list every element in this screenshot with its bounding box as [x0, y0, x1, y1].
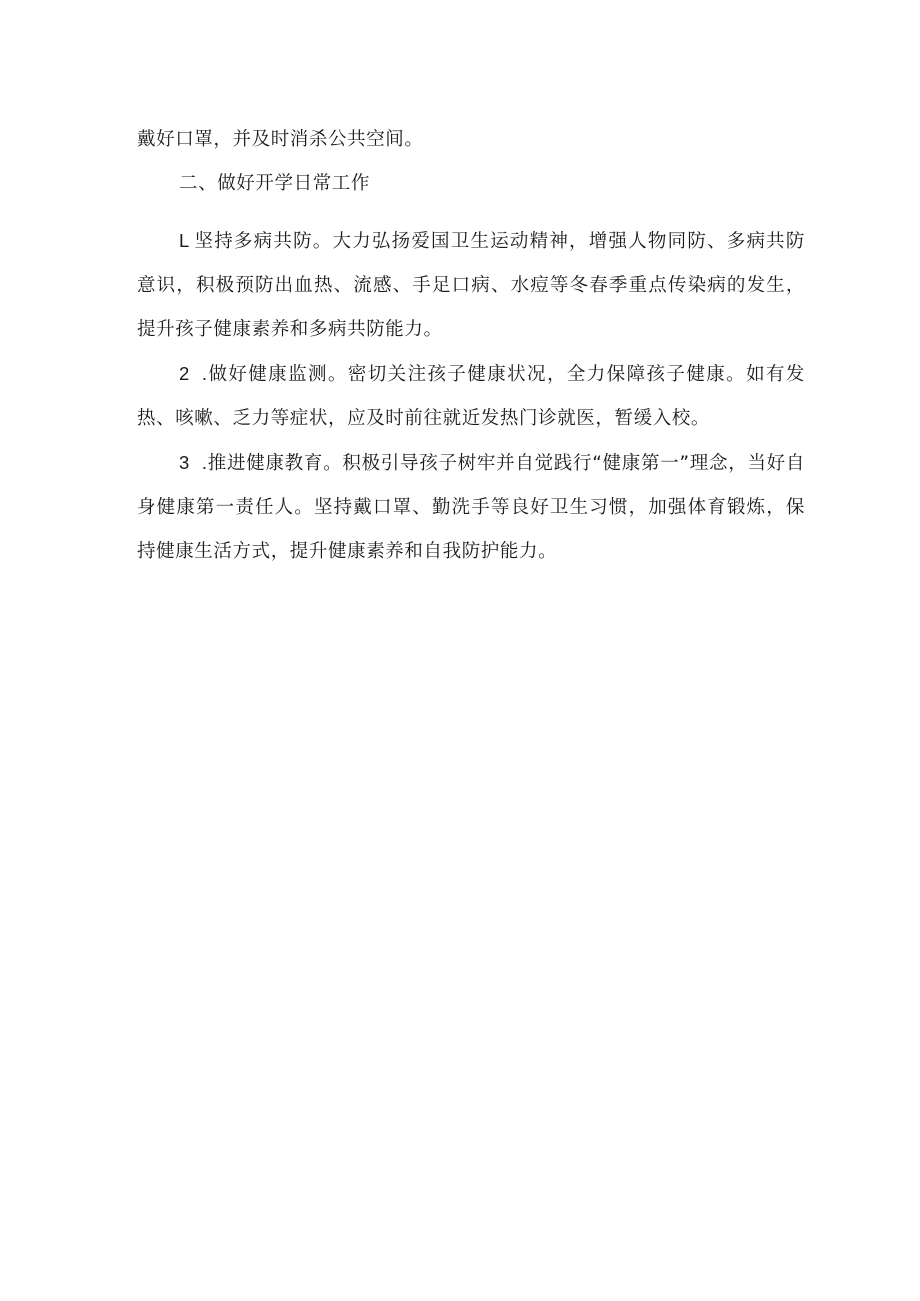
- list-item-2-marker: 2: [179, 363, 190, 384]
- list-item-1-marker: L: [179, 230, 190, 251]
- list-item-3-text: 推进健康教育。积极引导孩子树牢并自觉践行“健康第一”理念，当好自身健康第一责任人。坚持戴口罩、勤洗手等良好卫生习惯，加强体育锻炼，保持健康生活方式，提升健康素养和自我防护能力。: [137, 453, 805, 562]
- list-item-3-dot: .: [201, 452, 208, 473]
- list-item-1-text: 坚持多病共防。大力弘扬爱国卫生运动精神，增强人物同防、多病共防意识，积极预防出血热、流感、手足口病、水痘等冬春季重点传染病的发生，提升孩子健康素养和多病共防能力。: [137, 231, 805, 340]
- section-heading-text: 二、做好开学日常工作: [179, 173, 371, 194]
- list-item-2-dot: .: [201, 363, 208, 384]
- section-heading: [137, 162, 805, 206]
- list-item-3-marker: 3: [179, 452, 190, 473]
- list-item-1: [137, 219, 805, 352]
- list-item-3: [137, 441, 805, 574]
- document-body: [137, 118, 805, 574]
- list-item-2-text: 做好健康监测。密切关注孩子健康状况，全力保障孩子健康。如有发热、咳嗽、乏力等症状，应及时前往就近发热门诊就医，暂缓入校。: [137, 364, 805, 429]
- list-item-2: [137, 352, 805, 441]
- continuation-paragraph: [137, 118, 805, 162]
- continuation-text: 戴好口罩，并及时消杀公共空间。: [137, 129, 424, 150]
